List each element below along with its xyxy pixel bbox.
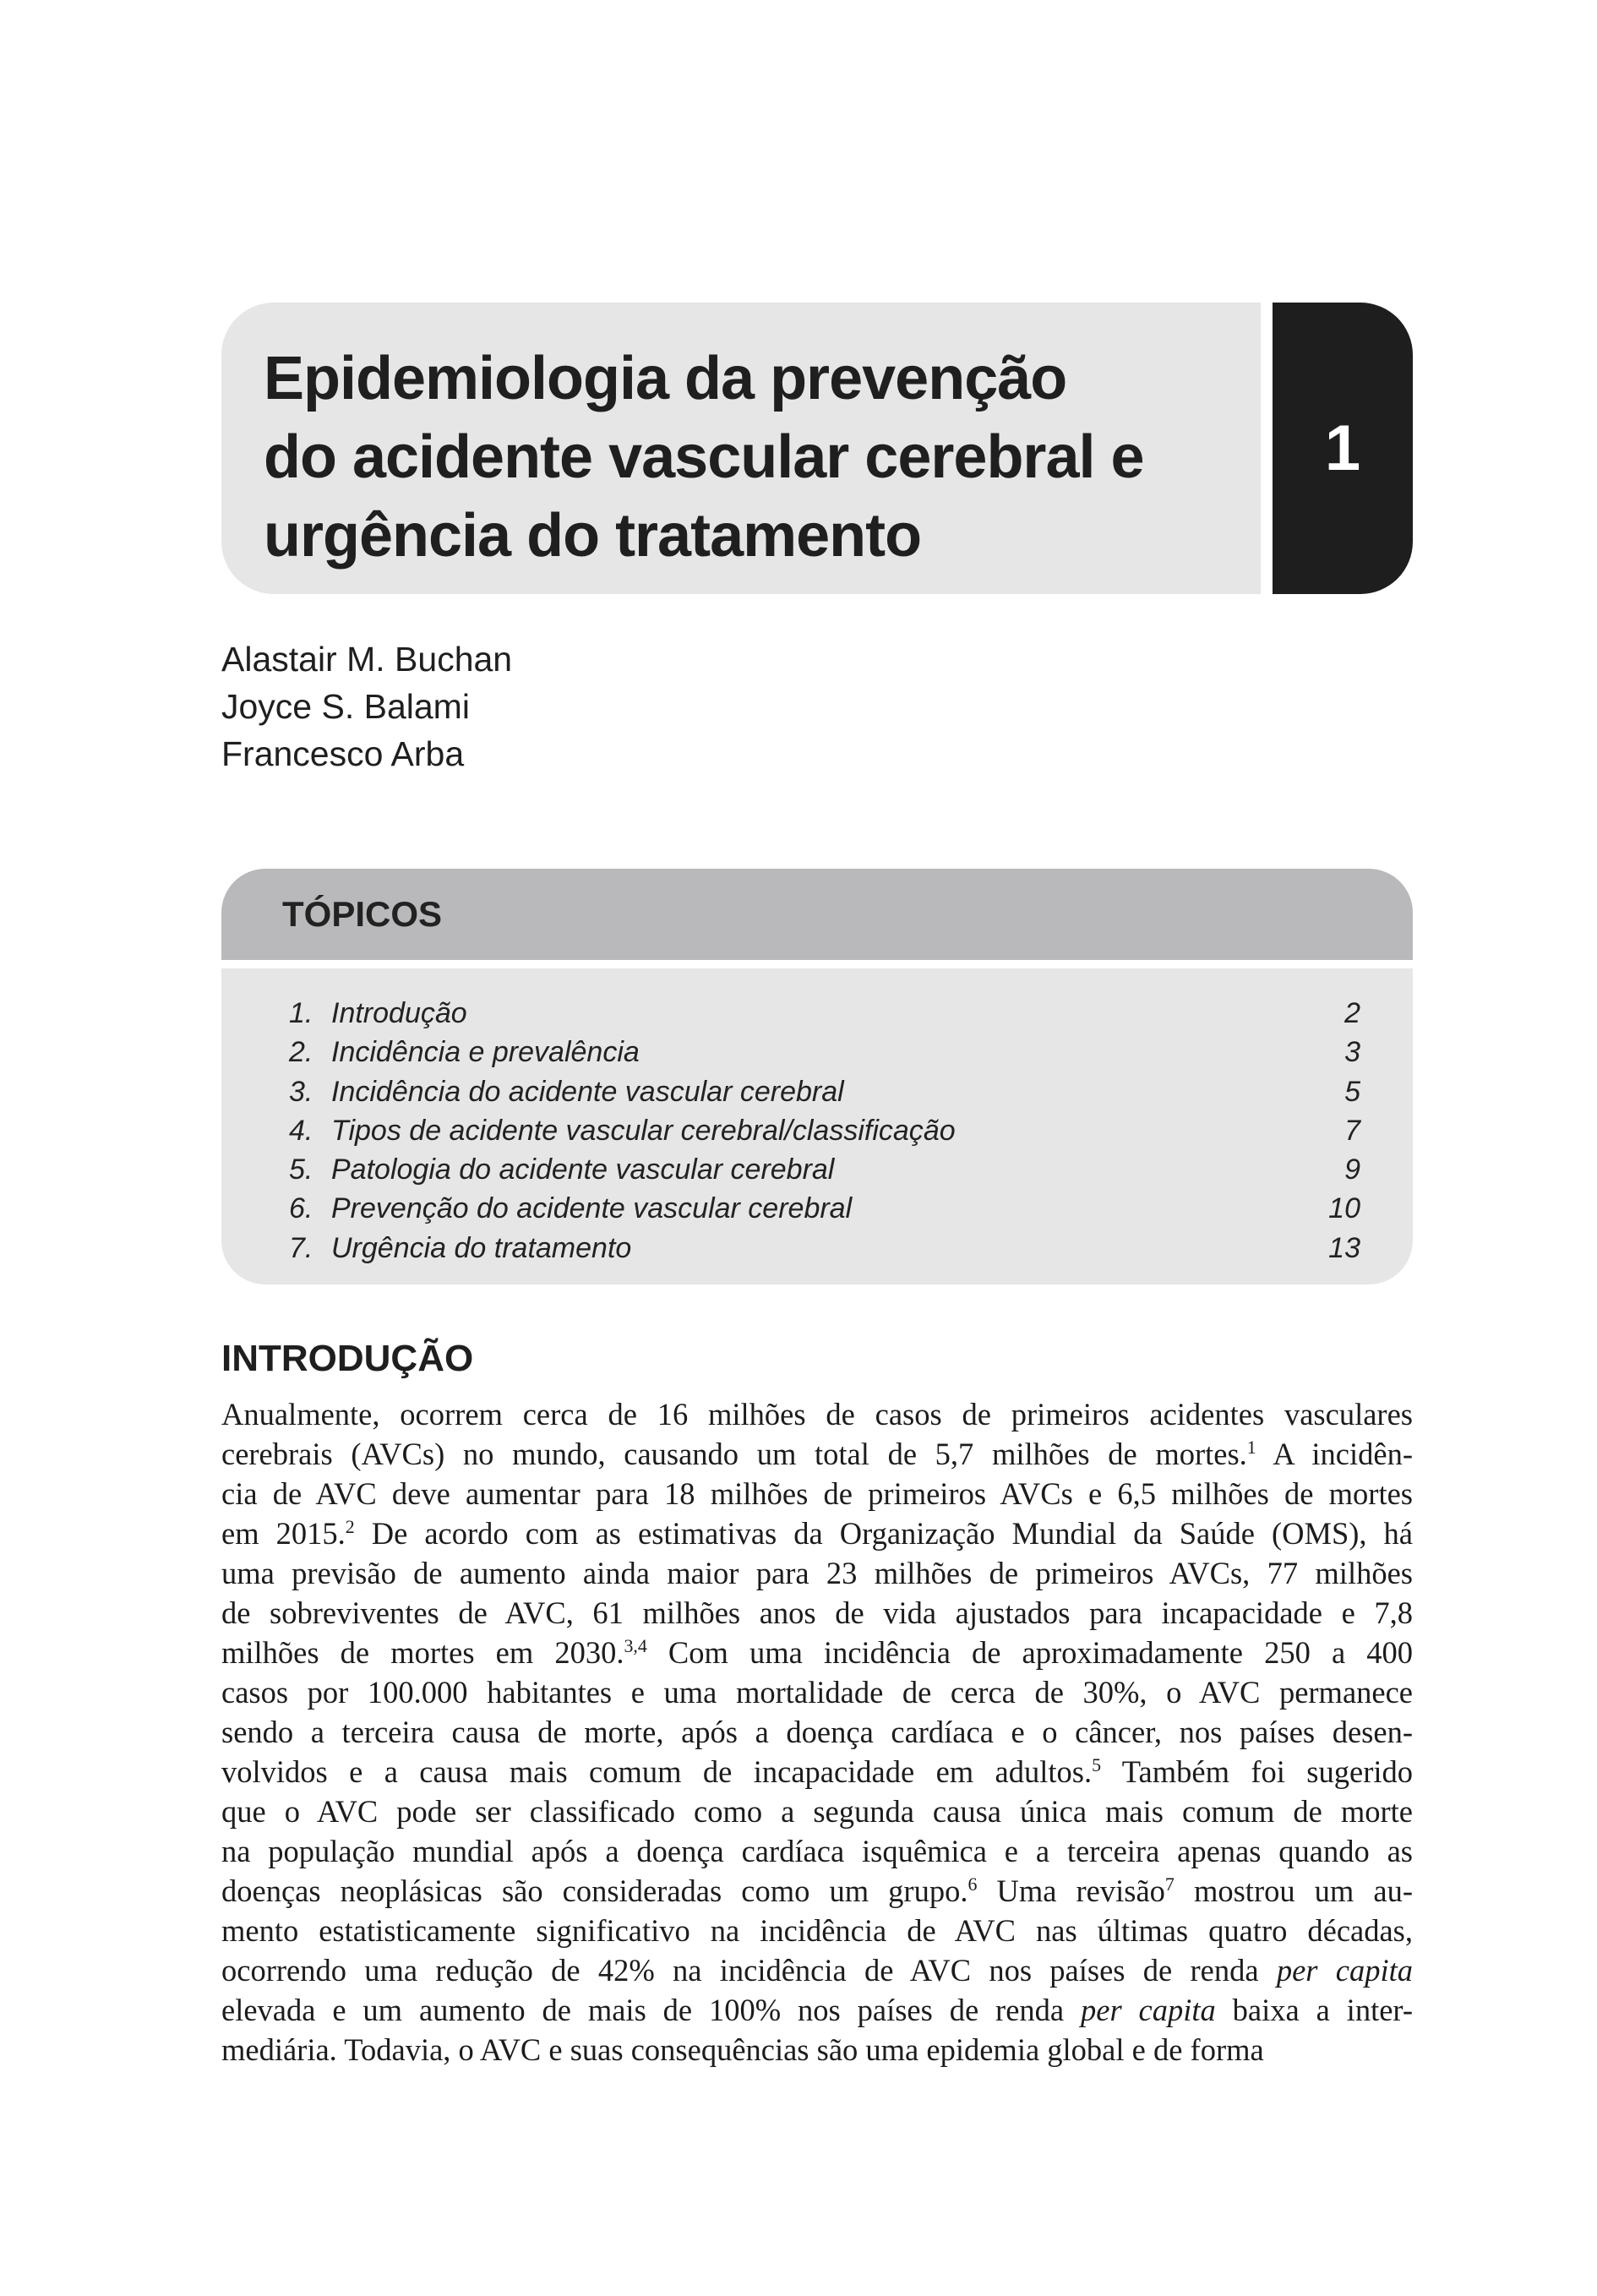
text-line bbox=[221, 1593, 1413, 1633]
text-line bbox=[221, 1394, 1413, 1434]
text-run: De acordo com as estimativas da Organização Mundial da Saúde (OMS), há bbox=[354, 1516, 1414, 1551]
topic-item bbox=[289, 1076, 1360, 1115]
topic-number: 2. bbox=[289, 1036, 313, 1069]
topic-item bbox=[289, 1192, 1360, 1231]
citation-ref: 1 bbox=[1246, 1436, 1256, 1458]
citation-ref: 5 bbox=[1092, 1753, 1102, 1775]
text-run: volvidos e a causa mais comum de incapacidade em adultos. bbox=[221, 1754, 1093, 1789]
chapter-title bbox=[264, 340, 1261, 575]
topic-label: Incidência do acidente vascular cerebral bbox=[331, 1075, 844, 1108]
text-run: ocorrendo uma redução de 42% na incidência de AVC nos países de renda bbox=[221, 1953, 1277, 1988]
topic-page: 7 bbox=[1344, 1114, 1360, 1147]
text-run: Anualmente, ocorrem cerca de 16 milhões de casos de primeiros acidentes vasculares bbox=[221, 1397, 1413, 1432]
topic-label: Urgência do tratamento bbox=[331, 1231, 632, 1264]
text-run: cerebrais (AVCs) no mundo, causando um total de 5,7 milhões de mortes. bbox=[221, 1437, 1247, 1471]
chapter-title-box bbox=[221, 303, 1261, 594]
topic-item bbox=[289, 1036, 1360, 1075]
topic-number: 3. bbox=[289, 1075, 313, 1108]
text-run: em 2015. bbox=[221, 1516, 346, 1551]
citation-ref: 6 bbox=[967, 1873, 978, 1895]
text-run: Com uma incidência de aproximadamente 250 a 400 bbox=[646, 1635, 1413, 1670]
text-line bbox=[221, 1434, 1413, 1474]
topic-number: 5. bbox=[289, 1153, 313, 1186]
text-run: casos por 100.000 habitantes e uma mortalidade de cerca de 30%, o AVC permanece bbox=[221, 1675, 1413, 1710]
text-run: que o AVC pode ser classificado como a segunda causa única mais comum de morte bbox=[221, 1794, 1413, 1829]
topic-page: 2 bbox=[1344, 997, 1360, 1029]
text-line bbox=[221, 1911, 1413, 1950]
text-run: Também foi sugerido bbox=[1101, 1754, 1413, 1789]
section-heading: INTRODUÇÃO bbox=[221, 1338, 474, 1379]
text-line bbox=[221, 1752, 1413, 1792]
text-run: elevada e um aumento de mais de 100% nos países de renda bbox=[221, 1993, 1081, 2027]
topic-page: 10 bbox=[1328, 1192, 1360, 1225]
topic-item bbox=[289, 997, 1360, 1036]
chapter-title-line: do acidente vascular cerebral e bbox=[264, 423, 1144, 491]
author-name: Alastair M. Buchan bbox=[221, 640, 513, 679]
topic-label: Introdução bbox=[331, 997, 467, 1029]
italic-text: per capita bbox=[1081, 1993, 1216, 2027]
topics-header bbox=[221, 869, 1413, 960]
topic-page: 3 bbox=[1344, 1036, 1360, 1069]
text-line bbox=[221, 1990, 1413, 2030]
chapter-title-line: urgência do tratamento bbox=[264, 502, 922, 570]
topic-item bbox=[289, 1153, 1360, 1192]
topic-label: Incidência e prevalência bbox=[331, 1036, 640, 1069]
citation-ref: 2 bbox=[345, 1515, 355, 1537]
topic-label: Patologia do acidente vascular cerebral bbox=[331, 1153, 835, 1186]
text-run: uma previsão de aumento ainda maior para 23 milhões de primeiros AVCs, 77 milhões bbox=[221, 1556, 1413, 1590]
text-line bbox=[221, 2030, 1413, 2070]
topic-label: Prevenção do acidente vascular cerebral bbox=[331, 1192, 853, 1225]
text-run: cia de AVC deve aumentar para 18 milhões de primeiros AVCs e 6,5 milhões de mortes bbox=[221, 1476, 1413, 1511]
citation-ref: 3,4 bbox=[624, 1634, 647, 1656]
topic-number: 6. bbox=[289, 1192, 313, 1225]
text-run: milhões de mortes em 2030. bbox=[221, 1635, 624, 1670]
text-line bbox=[221, 1672, 1413, 1712]
topics-heading: TÓPICOS bbox=[282, 894, 443, 934]
text-line bbox=[221, 1950, 1413, 1990]
text-line bbox=[221, 1474, 1413, 1513]
text-line bbox=[221, 1792, 1413, 1831]
text-run: baixa a inter- bbox=[1215, 1993, 1413, 2027]
text-line bbox=[221, 1553, 1413, 1593]
author-list bbox=[221, 635, 512, 777]
topics-list bbox=[221, 968, 1413, 1284]
text-line bbox=[221, 1871, 1413, 1911]
topic-number: 1. bbox=[289, 997, 313, 1029]
text-run: mento estatisticamente significativo na incidência de AVC nas últimas quatro décadas, bbox=[221, 1913, 1413, 1948]
topic-label: Tipos de acidente vascular cerebral/classificação bbox=[331, 1114, 956, 1147]
text-run: Uma revisão bbox=[977, 1873, 1165, 1908]
text-line bbox=[221, 1513, 1413, 1553]
topic-page: 9 bbox=[1344, 1153, 1360, 1186]
text-run: A incidên- bbox=[1256, 1437, 1413, 1471]
topic-item bbox=[289, 1232, 1360, 1271]
text-run: sendo a terceira causa de morte, após a doença cardíaca e o câncer, nos países desen- bbox=[221, 1715, 1413, 1749]
text-line bbox=[221, 1712, 1413, 1752]
author-name: Francesco Arba bbox=[221, 734, 465, 773]
intro-paragraph bbox=[221, 1394, 1413, 2070]
text-line bbox=[221, 1633, 1413, 1672]
chapter-number-box bbox=[1273, 303, 1413, 594]
topic-page: 13 bbox=[1328, 1231, 1360, 1264]
text-run: mediária. Todavia, o AVC e suas consequências são uma epidemia global e de forma bbox=[221, 2032, 1264, 2067]
chapter-number: 1 bbox=[1324, 412, 1361, 484]
topic-number: 4. bbox=[289, 1114, 313, 1147]
citation-ref: 7 bbox=[1164, 1873, 1175, 1895]
text-run: doenças neoplásicas são consideradas como um grupo. bbox=[221, 1873, 968, 1908]
chapter-title-line: Epidemiologia da prevenção bbox=[264, 345, 1067, 412]
text-line bbox=[221, 1831, 1413, 1871]
topic-page: 5 bbox=[1344, 1075, 1360, 1108]
topic-number: 7. bbox=[289, 1231, 313, 1264]
topic-item bbox=[289, 1115, 1360, 1153]
italic-text: per capita bbox=[1276, 1953, 1414, 1988]
text-run: de sobreviventes de AVC, 61 milhões anos de vida ajustados para incapacidade e 7,8 bbox=[221, 1595, 1413, 1630]
text-run: mostrou um au- bbox=[1174, 1873, 1413, 1908]
text-run: na população mundial após a doença cardíaca isquêmica e a terceira apenas quando as bbox=[221, 1834, 1413, 1868]
author-name: Joyce S. Balami bbox=[221, 687, 470, 726]
